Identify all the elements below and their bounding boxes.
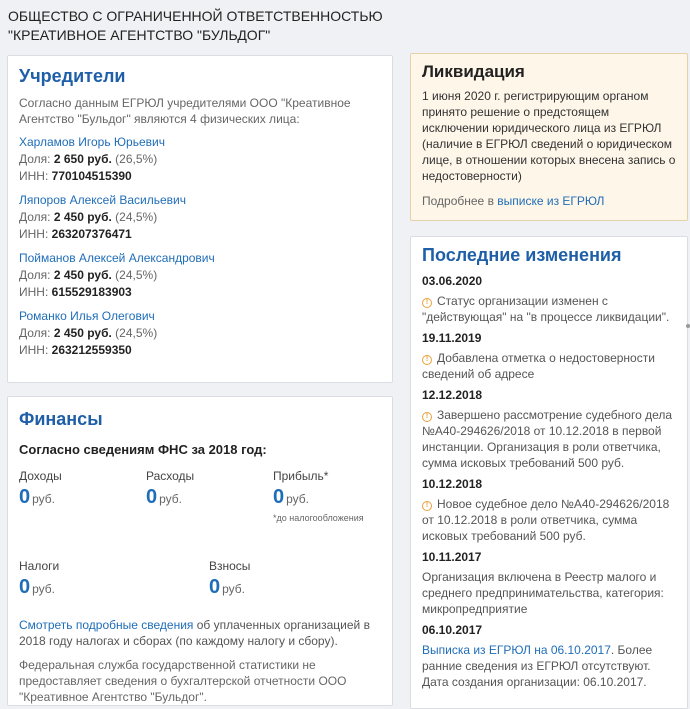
finance-grid: [19, 469, 381, 559]
change-date: 03.06.2020: [422, 274, 483, 288]
change-item: [422, 274, 676, 325]
founder-share: Доля: 2 650 руб. (26,5%): [19, 152, 158, 166]
founder-inn: ИНН: 615529183903: [19, 285, 132, 299]
liquidation-egrul-link[interactable]: выписке из ЕГРЮЛ: [497, 194, 605, 208]
founder-name-link[interactable]: Романко Илья Олегович: [19, 309, 155, 323]
egrul-extract-link[interactable]: Выписка из ЕГРЮЛ на 06.10.2017: [422, 643, 611, 657]
founder-share: Доля: 2 450 руб. (24,5%): [19, 210, 158, 224]
change-item: [422, 388, 676, 471]
finance-taxes: [19, 559, 59, 599]
finance-taxes-value: 0: [19, 576, 31, 598]
finance-unit: руб.: [159, 492, 183, 506]
finance-title: Финансы: [19, 409, 103, 429]
founder-item: [19, 134, 381, 185]
finance-card: [7, 396, 393, 706]
change-text: ! Статус организации изменен с "действующая" на "в процессе ликвидации".: [422, 294, 670, 324]
founder-inn: ИНН: 263212559350: [19, 343, 132, 357]
scroll-indicator: [686, 324, 690, 328]
change-item: [422, 477, 676, 544]
finance-income: [19, 469, 62, 509]
finance-profit-note: *до налогообложения: [273, 513, 364, 523]
change-item: [422, 550, 676, 617]
change-date: 10.12.2018: [422, 477, 483, 491]
finance-details-link[interactable]: Смотреть подробные сведения: [19, 618, 194, 632]
changes-title: Последние изменения: [422, 245, 622, 265]
liquidation-card: [410, 53, 688, 221]
finance-profit-label: Прибыль*: [273, 469, 329, 483]
finance-taxes-label: Налоги: [19, 559, 60, 573]
finance-unit: руб.: [222, 582, 246, 596]
finance-expenses-value: 0: [146, 486, 158, 508]
finance-contributions-label: Взносы: [209, 559, 251, 573]
warning-icon: !: [422, 355, 432, 365]
founder-name-link[interactable]: Ляпоров Алексей Васильевич: [19, 193, 187, 207]
liquidation-more-prefix: Подробнее в: [422, 194, 498, 208]
finance-profit: [273, 469, 364, 523]
founder-share: Доля: 2 450 руб. (24,5%): [19, 326, 158, 340]
change-text: Выписка из ЕГРЮЛ на 06.10.2017. Более ранние сведения из ЕГРЮЛ отсутствуют. Дата создания организации: 06.10.2017.: [422, 643, 653, 689]
change-date: 12.12.2018: [422, 388, 483, 402]
finance-row-2: [19, 559, 381, 611]
change-date: 19.11.2019: [422, 331, 482, 345]
finance-income-label: Доходы: [19, 469, 62, 483]
finance-heading: Согласно сведениям ФНС за 2018 год:: [19, 442, 267, 457]
liquidation-title: Ликвидация: [422, 62, 525, 81]
finance-unit: руб.: [32, 492, 56, 506]
founder-inn: ИНН: 263207376471: [19, 227, 132, 241]
finance-details-text: об уплаченных организацией в 2018 году налогах и сборах (по каждому налогу и сбору).: [19, 618, 370, 648]
change-text: ! Завершено рассмотрение судебного дела №А40-294626/2018 от 10.12.2018 в первой инстанции. Организация в роли ответчика, сумма исковых требований 500 руб.: [422, 408, 673, 470]
finance-unit: руб.: [286, 492, 310, 506]
founders-card: [7, 55, 393, 383]
change-text: ! Новое судебное дело №А40-294626/2018 от 10.12.2018 в роли ответчика, сумма исковых требований 500 руб.: [422, 497, 670, 543]
change-date: 06.10.2017: [422, 623, 483, 637]
founder-item: [19, 308, 381, 359]
founder-name-link[interactable]: Пойманов Алексей Александрович: [19, 251, 215, 265]
founder-item: [19, 250, 381, 301]
changes-card: [410, 236, 688, 709]
change-item: [422, 331, 676, 382]
change-date: 10.11.2017: [422, 550, 482, 564]
warning-icon: !: [422, 298, 432, 308]
finance-contributions-value: 0: [209, 576, 221, 598]
founder-share: Доля: 2 450 руб. (24,5%): [19, 268, 158, 282]
liquidation-more: [422, 194, 676, 208]
founders-intro: Согласно данным ЕГРЮЛ учредителями ООО "Креативное Агентство "Бульдог" являются 4 физических лица:: [19, 96, 351, 126]
change-text: ! Добавлена отметка о недостоверности сведений об адресе: [422, 351, 655, 381]
change-item: [422, 623, 676, 690]
finance-contributions: [209, 559, 250, 599]
finance-profit-value: 0: [273, 486, 285, 508]
warning-icon: !: [422, 501, 432, 511]
founder-name-link[interactable]: Харламов Игорь Юрьевич: [19, 135, 165, 149]
change-text: Организация включена в Реестр малого и среднего предпринимательства, категория: микропредприятие: [422, 570, 664, 616]
finance-expenses: [146, 469, 194, 509]
warning-icon: !: [422, 412, 432, 422]
page-title: ОБЩЕСТВО С ОГРАНИЧЕННОЙ ОТВЕТСТВЕННОСТЬЮ "КРЕАТИВНОЕ АГЕНТСТВО "БУЛЬДОГ": [8, 8, 383, 43]
finance-unit: руб.: [32, 582, 56, 596]
founder-inn: ИНН: 770104515390: [19, 169, 132, 183]
finance-rosstat-text: Федеральная служба государственной статистики не предоставляет сведения о бухгалтерской отчетности ООО "Креативное Агентство "Бульдог".: [19, 658, 347, 704]
liquidation-text: 1 июня 2020 г. регистрирующим органом принято решение о предстоящем исключении юридического лица из ЕГРЮЛ (наличие в ЕГРЮЛ сведений о юридическом лице, в отношении которых внесена запись о недостоверности): [422, 89, 676, 183]
founders-title: Учредители: [19, 66, 126, 86]
founder-item: [19, 192, 381, 243]
finance-income-value: 0: [19, 486, 31, 508]
finance-expenses-label: Расходы: [146, 469, 195, 483]
finance-details: [19, 617, 381, 649]
